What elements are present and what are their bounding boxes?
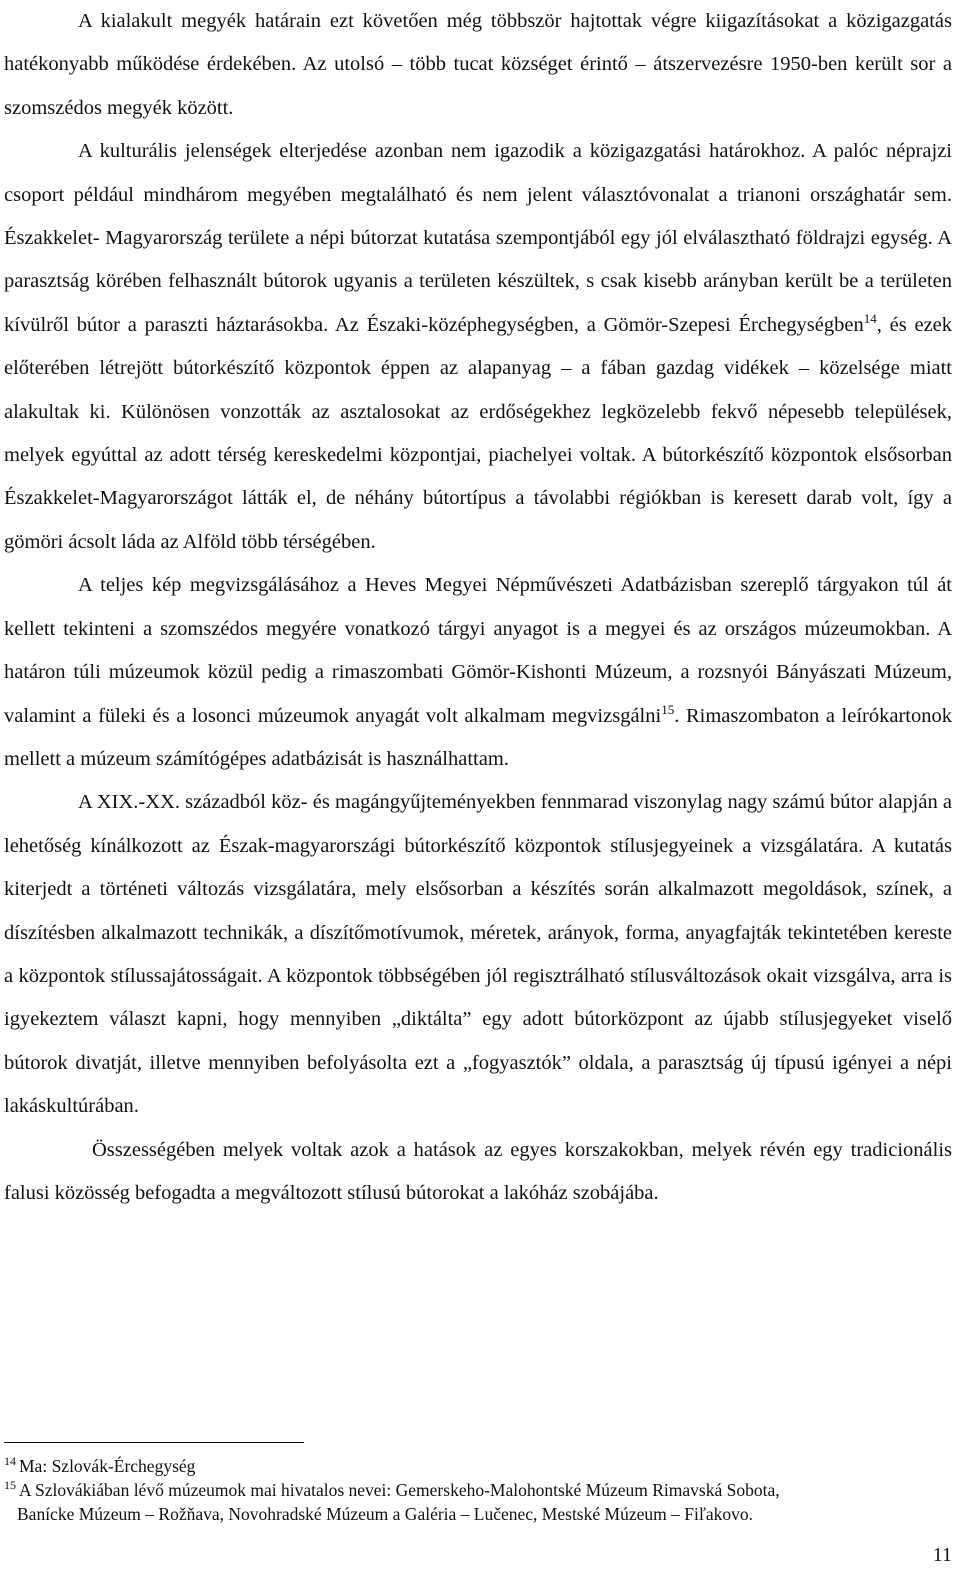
footnote-15-number: 15 [4,1478,16,1493]
paragraph-2-part-b: , és ezek előterében létrejött bútorkészítő központok éppen az alapanyag – a fában gazdag vidékek – közelsége miatt alakultak ki. Különösen vonzották az asztalosokat az erdőségekhez legközelebb fekvő népesebb települések, melyek egyúttal az adott térség kereskedelmi központjai, piachelyei voltak. A bútorkészítő központok elsősorban Északkelet-Magyarországot látták el, de néhány bútortípus a távolabbi régiókban is keresett darab volt, így a gömöri ácsolt láda az Alföld több térségében. [4,313,953,553]
footnote-15-continuation: Banícke Múzeum – Rožňava, Novohradské Múzeum a Galéria – Lučenec, Mestské Múzeum – Fiľakovo. [17,1504,754,1524]
footnote-15 [4,1478,952,1502]
paragraph-3-part-a: A teljes kép megvizsgálásához a Heves Megyei Népművészeti Adatbázisban szereplő tárgyakon túl át kellett tekinteni a szomszédos megyére vonatkozó tárgyi anyagot is a megyei és az országos múzeumokban. A határon túli múzeumok közül pedig a rimaszombati Gömör-Kishonti Múzeum, a rozsnyói Bányászati Múzeum, valamint a füleki és a losonci múzeumok anyagát volt alkalmam megvizsgálni [4,574,952,727]
paragraph-1: A kialakult megyék határain ezt követően még többször hajtottak végre kiigazításokat a közigazgatás hatékonyabb működése érdekében. Az utolsó – több tucat községet érintő – átszervezésre 1950-ben került sor a szomszédos megyék között. [4,10,952,119]
paragraph-2-part-a: A kulturális jelenségek elterjedése azonban nem igazodik a közigazgatási határokhoz. A palóc néprajzi csoport például mindhárom megyében megtalálható és nem jelent választóvonalat a trianoni országhatár sem. Északkelet- Magyarország területe a népi bútorzat kutatása szempontjából egy jól elválasztható földrajzi egység. A parasztság körében felhasznált bútorok ugyanis a területen készültek, s csak kisebb arányban került be a területen kívülről bútor a paraszti háztarásokba. Az Északi-középhegységben, a Gömör-Szepesi Érchegységben [4,140,952,336]
footnote-ref-15: 15 [661,701,675,717]
paragraph-2 [4,130,952,564]
paragraph-4: A XIX.-XX. századból köz- és magángyűjteményekben fennmarad viszonylag nagy számú bútor alapján a lehetőség kínálkozott az Észak-magyarországi bútorkészítő központok stílusjegyeinek a vizsgálatára. A kutatás kiterjedt a történeti változás vizsgálatára, mely elsősorban a készítés során alkalmazott megoldások, színek, a díszítésben alkalmazott technikák, a díszítőmotívumok, méretek, arányok, forma, anyagfajták tekintetében kereste a központok stílussajátosságait. A központok többségében jól regisztrálható stílusváltozások okait vizsgálva, arra is igyekeztem választ kapni, hogy mennyiben „diktálta” egy adott bútorközpont az újabb stílusjegyeket viselő bútorok divatját, illetve mennyiben befolyásolta ezt a „fogyasztók” oldala, a parasztság új típusú igényei a népi lakáskultúrában. [4,791,952,1118]
footnote-separator [4,1442,304,1443]
footnote-14-text: Ma: Szlovák-Érchegység [19,1456,196,1476]
footnote-ref-14: 14 [863,311,877,327]
paragraph-3 [4,564,952,781]
body-text [4,0,952,1215]
footnotes [4,1454,952,1526]
footnote-14-number: 14 [4,1454,16,1469]
paragraph-5: Összességében melyek voltak azok a hatások az egyes korszakokban, melyek révén egy tradicionális falusi közösség befogadta a megváltozott stílusú bútorokat a lakóház szobájába. [4,1138,952,1204]
footnote-14 [4,1454,952,1478]
footnote-15-text: A Szlovákiában lévő múzeumok mai hivatalos nevei: Gemerskeho-Malohontské Múzeum Rimavská Sobota, [19,1480,780,1500]
paragraph-3-part-b: . Rimaszombaton a leírókartonok mellett a múzeum számítógépes adatbázisát is használhattam. [4,704,952,770]
page-number: 11 [932,1544,952,1566]
